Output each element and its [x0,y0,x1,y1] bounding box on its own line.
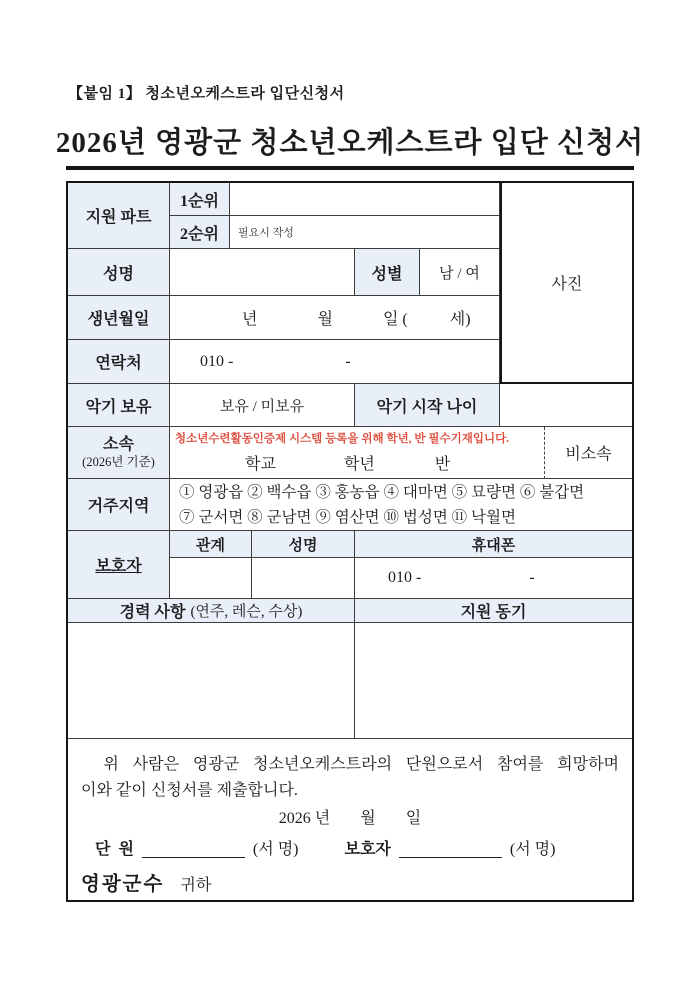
guardian-name-input[interactable] [252,558,355,599]
affiliation-label [68,427,170,479]
guardian-signature-blank[interactable] [399,842,502,858]
recipient-line [81,868,619,896]
affiliation-school-unit: 학교 [245,455,276,473]
name-label: 성명 [68,249,170,296]
guardian-sign-note: (서 명) [509,841,556,858]
declaration-line2: 이와 같이 신청서를 제출합니다. [81,782,298,799]
date-year: 2026 년 [278,810,331,827]
residence-options-line2[interactable]: ⑦ 군서면 ⑧ 군남면 ⑨ 염산면 ⑩ 법성면 ⑪ 낙월면 [179,508,516,526]
affiliation-label-main: 소속 [103,436,134,454]
affiliation-class-unit: 반 [434,455,451,473]
name-input[interactable] [170,249,355,296]
affiliation-none-choice[interactable]: 비소속 [545,427,632,479]
recipient-suffix: 귀하 [180,877,212,894]
affiliation-input[interactable] [170,427,545,479]
contact-label: 연락처 [68,340,170,384]
motivation-input-area[interactable] [355,623,632,739]
birth-year-unit: 년 [242,311,258,328]
part-rank1-label: 1순위 [170,183,230,216]
birth-age-unit: 세) [449,311,471,328]
birthdate-label: 생년월일 [68,296,170,340]
instrument-own-label: 악기 보유 [68,384,170,427]
declaration-section [68,739,632,900]
member-signature-blank[interactable] [142,842,245,858]
gender-choice[interactable]: 남 / 여 [420,249,500,296]
affiliation-notice: 청소년수련활동인증제 시스템 등록을 위해 학년, 반 필수기재입니다. [175,433,510,445]
career-input-area[interactable] [68,623,355,739]
member-sign-label: 단 원 [95,841,134,858]
affiliation-grade-unit: 학년 [343,455,375,473]
recipient-name: 영광군수 [81,874,165,895]
guardian-phone-input[interactable] [355,558,632,599]
instrument-start-age-input[interactable] [500,384,632,427]
declaration-line1: 위 사람은 영광군 청소년오케스트라의 단원으로서 참여를 희망하며 [103,756,619,773]
motivation-header: 지원 동기 [355,599,632,623]
career-header: 경력 사항 (연주, 레슨, 수상) [68,599,355,623]
part-label: 지원 파트 [68,183,170,249]
guardian-relation-header: 관계 [170,531,252,558]
contact-dash: - [345,352,351,370]
photo-box: 사진 [500,183,632,384]
birth-month-unit: 월 [317,311,333,328]
gender-label: 성별 [355,249,420,296]
affiliation-label-sub: (2026년 기준) [82,454,155,469]
instrument-start-age-label: 악기 시작 나이 [355,384,500,427]
birthdate-input[interactable] [170,296,500,340]
part-rank2-label: 2순위 [170,216,230,249]
guardian-label: 보호자 [68,531,170,599]
attachment-label: 【붙임 1】 청소년오케스트라 입단신청서 [68,86,345,102]
signature-line [81,834,619,866]
instrument-own-choice[interactable]: 보유 / 미보유 [170,384,355,427]
date-month: 월 [360,810,376,827]
date-day: 일 [405,810,422,827]
guardian-name-header: 성명 [252,531,355,558]
contact-input[interactable] [170,340,500,384]
guardian-relation-input[interactable] [170,558,252,599]
title-double-rule [66,166,634,170]
contact-prefix: 010 - [200,352,234,370]
residence-options[interactable] [170,479,632,531]
career-header-note: (연주, 레슨, 수상) [190,604,303,620]
member-sign-note: (서 명) [252,841,299,858]
page-title: 2026년 영광군 청소년오케스트라 입단 신청서 [55,127,645,159]
guardian-phone-dash: - [529,569,535,586]
birth-day-unit: 일 ( [382,311,408,328]
guardian-phone-header: 휴대폰 [355,531,632,558]
guardian-sign-label: 보호자 [344,841,391,858]
part-rank2-input[interactable]: 필요시 작성 [230,216,500,249]
residence-label: 거주지역 [68,479,170,531]
part-rank1-input[interactable] [230,183,500,216]
guardian-phone-prefix: 010 - [388,569,422,586]
application-form-table [66,181,634,902]
declaration-date [81,804,619,834]
residence-options-line1[interactable]: ① 영광읍 ② 백수읍 ③ 홍농읍 ④ 대마면 ⑤ 묘량면 ⑥ 불갑면 [179,483,585,501]
